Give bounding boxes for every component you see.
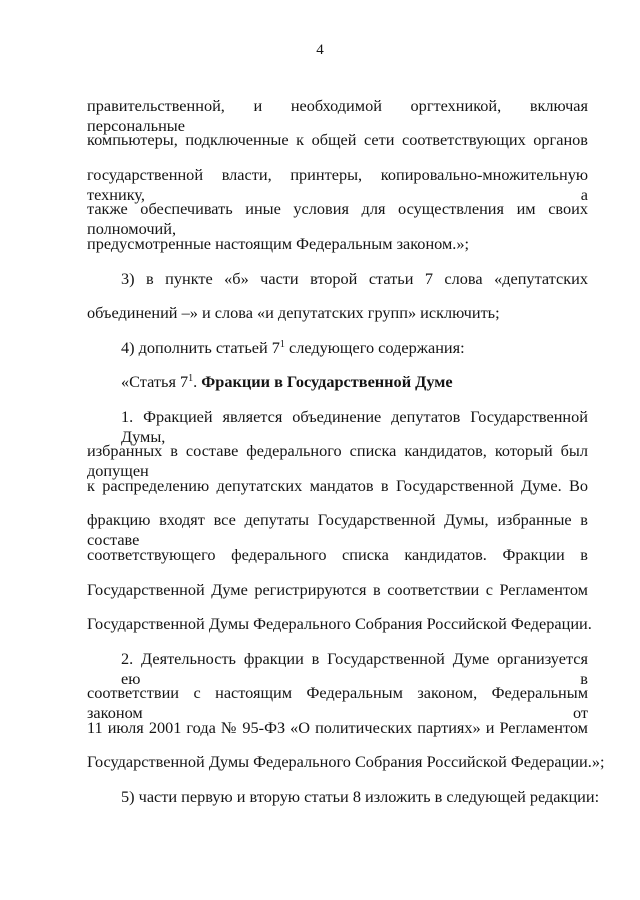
item-4-text-rest: следующего содержания: xyxy=(284,338,465,357)
text-line: Государственной Думе регистрируются в соответствии с Регламентом xyxy=(87,580,588,599)
text-line: объединений –» и слова «и депутатских групп» исключить; xyxy=(87,303,500,322)
text-line: 5) части первую и вторую статьи 8 изложить в следующей редакции: xyxy=(121,787,600,806)
article-heading-dot: . xyxy=(193,372,202,391)
text-line: предусмотренные настоящим Федеральным законом.»; xyxy=(87,234,470,253)
text-line: избранных в составе федерального списка кандидатов, который был допущен xyxy=(87,441,588,480)
article-heading-prefix: «Статья 7 xyxy=(121,372,189,391)
page-number: 4 xyxy=(316,42,324,58)
article-heading xyxy=(121,372,588,392)
article-heading-title: Фракции в Государственной Думе xyxy=(201,372,453,391)
text-line: соответствующего федерального списка кандидатов. Фракции в xyxy=(87,545,588,564)
text-line: правительственной, и необходимой оргтехникой, включая персональные xyxy=(87,96,588,135)
text-line: 1. Фракцией является объединение депутатов Государственной Думы, xyxy=(121,407,588,446)
text-line: компьютеры, подключенные к общей сети соответствующих органов xyxy=(87,130,588,149)
item-4-text: 4) дополнить статьей 7 xyxy=(121,338,280,357)
text-line: Государственной Думы Федерального Собрания Российской Федерации. xyxy=(87,614,592,633)
text-line: также обеспечивать иные условия для осуществления им своих полномочий, xyxy=(87,199,588,238)
text-line: к распределению депутатских мандатов в Государственной Думе. Во xyxy=(87,476,588,495)
text-line: 2. Деятельность фракции в Государственной Думе организуется ею в xyxy=(121,649,588,688)
text-line: 11 июля 2001 года № 95-ФЗ «О политических партиях» и Регламентом xyxy=(87,718,588,737)
text-line: Государственной Думы Федерального Собрания Российской Федерации.»; xyxy=(87,752,605,771)
text-line: фракцию входят все депутаты Государственной Думы, избранные в составе xyxy=(87,510,588,549)
text-line: соответствии с настоящим Федеральным законом, Федеральным законом от xyxy=(87,683,588,722)
superscript: 1 xyxy=(188,373,194,384)
item-4-line xyxy=(121,338,588,358)
superscript: 1 xyxy=(279,339,285,350)
text-line: 3) в пункте «б» части второй статьи 7 слова «депутатских xyxy=(121,269,588,288)
text-line: государственной власти, принтеры, копировально-множительную технику, а xyxy=(87,165,588,204)
